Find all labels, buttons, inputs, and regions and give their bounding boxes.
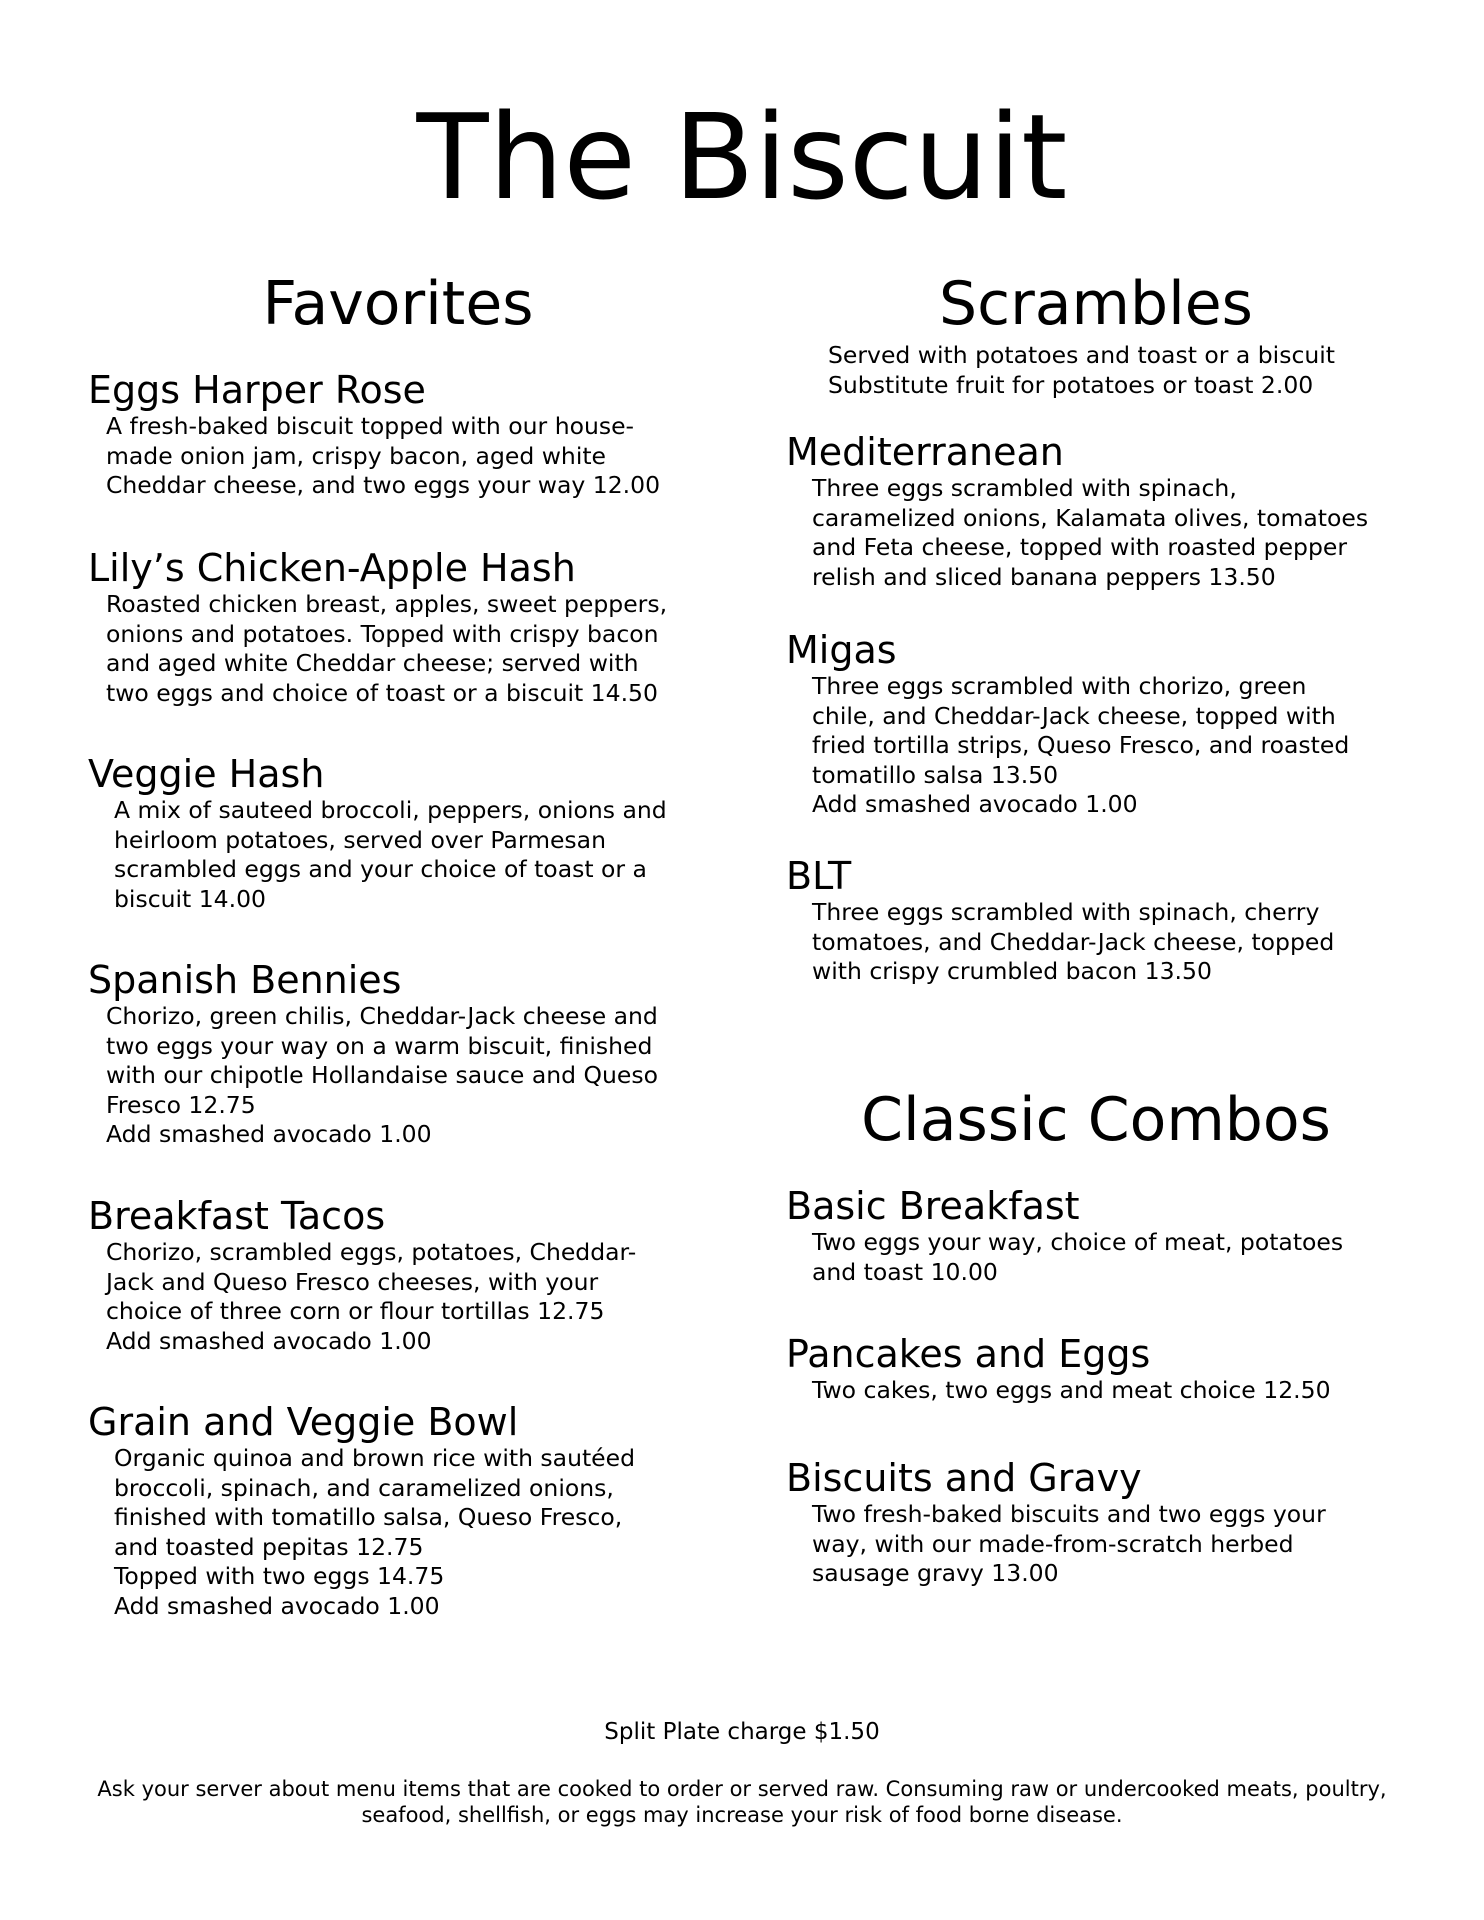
item-name: Pancakes and Eggs (786, 1332, 1151, 1376)
item-name: Biscuits and Gravy (786, 1456, 1142, 1500)
item-name: Eggs Harper Rose (88, 368, 426, 412)
scrambles-heading: Scrambles (939, 269, 1253, 339)
favorites-heading: Favorites (262, 269, 534, 339)
menu-item (88, 1194, 636, 1356)
item-name: Lily’s Chicken-Apple Hash (88, 546, 576, 590)
combos-heading: Classic Combos (861, 1085, 1331, 1155)
item-description: Chorizo, green chilis, Cheddar-Jack cheese and two eggs your way on a warm biscuit, finished with our chipotle Hollandaise sauce and Queso Fresco 12.75 Add smashed avocado 1.00 (106, 1002, 658, 1149)
favorites-section (88, 268, 708, 1620)
menu-item (786, 1184, 1343, 1287)
menu-item (88, 368, 660, 501)
item-name: Veggie Hash (88, 752, 325, 796)
item-description: Two cakes, two eggs and meat choice 12.50 (812, 1376, 1331, 1404)
item-name: Mediterranean (786, 430, 1064, 474)
menu-item (88, 752, 667, 914)
item-name: Spanish Bennies (88, 958, 402, 1002)
menu-item (786, 628, 1349, 820)
item-description: Two eggs your way, choice of meat, potatoes and toast 10.00 (812, 1228, 1344, 1286)
menu-item (786, 1456, 1326, 1589)
item-description: Roasted chicken breast, apples, sweet peppers, onions and potatoes. Topped with crispy bacon and aged white Cheddar cheese; served with two eggs and choice of toast or a biscuit 14.50 (106, 590, 668, 707)
item-description: Chorizo, scrambled eggs, potatoes, Cheddar- Jack and Queso Fresco cheeses, with your choice of three corn or flour tortillas 12.75 Add smashed avocado 1.00 (106, 1238, 637, 1355)
item-name: Basic Breakfast (786, 1184, 1080, 1228)
split-plate-charge: Split Plate charge $1.50 (604, 1719, 880, 1745)
menu-item (786, 1332, 1331, 1406)
item-description: A fresh-baked biscuit topped with our house- made onion jam, crispy bacon, aged white Cheddar cheese, and two eggs your way 12.00 (106, 412, 661, 500)
item-name: Migas (786, 628, 897, 672)
scrambles-section (786, 268, 1406, 1588)
item-name: Breakfast Tacos (88, 1194, 386, 1238)
item-name: BLT (786, 854, 852, 898)
item-description: Two fresh-baked biscuits and two eggs your way, with our made-from-scratch herbed sausage gravy 13.00 (812, 1500, 1326, 1588)
menu-item (88, 546, 667, 708)
menu-item (88, 1400, 635, 1622)
food-safety-notice: Ask your server about menu items that are cooked to order or served raw. Consuming raw or undercooked meats, poultry, seafood, shellfish, or eggs may increase your risk of food borne disease. (97, 1777, 1387, 1827)
item-description: Three eggs scrambled with spinach, cherry tomatoes, and Cheddar-Jack cheese, topped with crispy crumbled bacon 13.50 (812, 898, 1335, 986)
scrambles-note: Served with potatoes and toast or a biscuit Substitute fruit for potatoes or toast 2.00 (828, 341, 1336, 399)
item-name: Grain and Veggie Bowl (88, 1400, 519, 1444)
item-description: Organic quinoa and brown rice with sautéed broccoli, spinach, and caramelized onions, finished with tomatillo salsa, Queso Fresco, and toasted pepitas 12.75 Topped with two eggs 14.75 Add smashed avocado 1.00 (114, 1444, 636, 1620)
menu-item (786, 430, 1368, 592)
item-description: Three eggs scrambled with spinach, caramelized onions, Kalamata olives, tomatoes and Feta cheese, topped with roasted pepper relish and sliced banana peppers 13.50 (812, 474, 1369, 591)
menu-item (786, 854, 1334, 987)
menu-item (88, 958, 658, 1150)
menu-title: The Biscuit (416, 88, 1068, 226)
item-description: A mix of sauteed broccoli, peppers, onions and heirloom potatoes, served over Parmesan scrambled eggs and your choice of toast or a biscuit 14.00 (114, 796, 667, 913)
item-description: Three eggs scrambled with chorizo, green chile, and Cheddar-Jack cheese, topped with fried tortilla strips, Queso Fresco, and roasted tomatillo salsa 13.50 Add smashed avocado 1.00 (812, 672, 1350, 819)
